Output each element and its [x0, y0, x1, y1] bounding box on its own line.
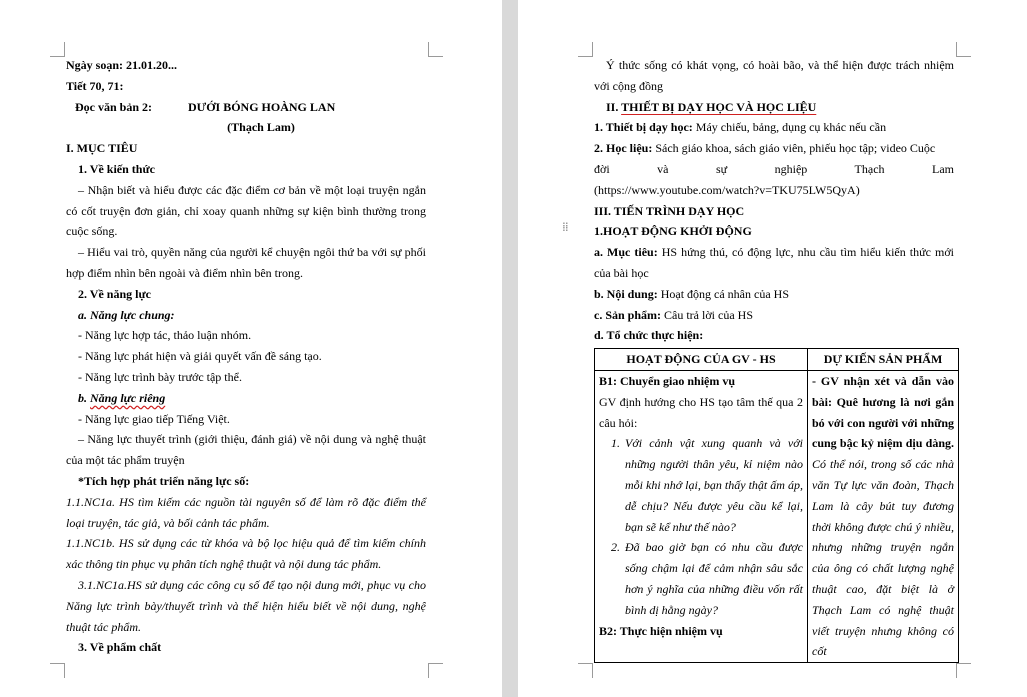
author: (Thạch Lam): [227, 120, 295, 135]
product-text: Câu trả lời của HS: [661, 307, 754, 322]
table-header-activity: HOẠT ĐỘNG CỦA GV - HS: [595, 349, 808, 371]
materials-text: Sách giáo khoa, sách giáo viên, phiếu học tập; video Cuộc: [652, 141, 936, 156]
crop-mark-top-right: [956, 42, 971, 57]
crop-mark-top-left: [50, 42, 65, 57]
specific-prefix: b.: [78, 390, 90, 405]
product-label: c. Sản phẩm:: [594, 307, 662, 322]
crop-mark-bottom-right: [956, 663, 971, 678]
question-item: 1. Với cảnh vật xung quanh và với những người thân yêu, kỉ niệm nào mỗi khi nhớ lại, bạn thấy thật ấm áp, dễ chịu? Nếu được yêu cầu kể lại, bạn sẽ kể như thế nào?: [623, 433, 803, 537]
page-left: [0, 0, 502, 697]
quality-heading: 3. Về phẩm chất: [78, 640, 162, 655]
knowledge-item: – Hiểu vai trò, quyền năng của người kể chuyện ngôi thứ ba với sự phối hợp điểm nhìn bên ngoài và điểm nhìn bên trong.: [66, 245, 426, 280]
knowledge-item: – Nhận biết và hiểu được các đặc điểm cơ bản về một loại truyện ngắn có cốt truyện đơn giản, chỉ xoay quanh những sự kiện bình thường trong cuộc sống.: [66, 182, 426, 239]
general-competence-item: - Năng lực trình bày trước tập thể.: [78, 369, 242, 384]
step-b1-label: B1: Chuyển giao nhiệm vụ: [599, 373, 736, 388]
period-line: Tiết 70, 71:: [66, 78, 124, 93]
question-item: 2. Đã bao giờ bạn có nhu cầu được sống chậm lại để cảm nhận sâu sắc hơn ý nghĩa của những điều vốn rất bình dị hằng ngày?: [623, 537, 803, 620]
crop-mark-top-right: [428, 42, 443, 57]
digital-competence-item: 1.1.NC1a. HS tìm kiếm các nguồn tài nguyên số để làm rõ đặc điểm thể loại truyện, tác giả, và bối cảnh tác phẩm.: [66, 494, 426, 530]
knowledge-heading: 1. Về kiến thức: [78, 161, 155, 176]
crop-mark-bottom-right: [428, 663, 443, 678]
specific-competence-heading: [66, 388, 426, 409]
table-header-row: [595, 349, 959, 371]
materials-word: và: [657, 161, 669, 176]
step-b1-text: GV định hướng cho HS tạo tâm thế qua 2 câu hỏi:: [599, 394, 803, 430]
general-competence-item: - Năng lực hợp tác, thảo luận nhóm.: [78, 328, 252, 343]
content-text: Hoạt động cá nhân của HS: [657, 286, 789, 301]
digital-competence-item: 1.1.NC1b. HS sử dụng các từ khóa và bộ lọc hiệu quả để tìm kiếm chính xác thông tin phục vụ phân tích nghệ thuật và nội dung tác phẩm.: [66, 536, 426, 572]
activity-heading: 1.HOẠT ĐỘNG KHỞI ĐỘNG: [594, 224, 752, 239]
equipment-label: 1. Thiết bị dạy học:: [594, 120, 693, 135]
goal-line: [594, 242, 954, 284]
goal-text: HS hứng thú, có động lực, nhu cầu tìm hiểu kiến thức mới của bài học: [594, 245, 955, 280]
content-line: [594, 284, 954, 305]
table-cell-product: [808, 370, 959, 662]
section-2-title: THIẾT BỊ DẠY HỌC VÀ HỌC LIỆU: [621, 99, 817, 114]
step-b2-label: B2: Thực hiện nhiệm vụ: [599, 623, 723, 638]
materials-word: nghiệp: [774, 161, 808, 176]
crop-mark-bottom-left: [50, 663, 65, 678]
materials-word: đời: [594, 161, 610, 176]
left-page-body[interactable]: [66, 55, 426, 658]
crop-mark-top-left: [578, 42, 593, 57]
specific-heading-text: Năng lực riêng: [90, 390, 166, 405]
title-line: [66, 97, 426, 118]
digital-competence-heading: *Tích hợp phát triển năng lực số:: [78, 473, 250, 488]
organize-heading: d. Tổ chức thực hiện:: [594, 328, 704, 343]
competence-heading: 2. Về năng lực: [78, 286, 151, 301]
table-cell-activity: [595, 370, 808, 662]
product-line: [594, 305, 954, 326]
materials-word: Lam: [932, 161, 954, 176]
section-2-prefix: II.: [606, 99, 622, 114]
equipment-text: Máy chiếu, bảng, dụng cụ khác nếu cần: [692, 120, 887, 135]
materials-word: Thạch: [854, 161, 885, 176]
materials-label: 2. Học liệu:: [594, 141, 653, 156]
activity-table[interactable]: [594, 348, 959, 663]
section-process: III. TIẾN TRÌNH DẠY HỌC: [594, 203, 745, 218]
digital-competence-item: 3.1.NC1a.HS sử dụng các công cụ số để tạo nội dung mới, phục vụ cho Năng lực trình bày/thuyết trình và thể hiện hiểu biết về nội dung, nghệ thuật tác phẩm.: [66, 577, 426, 634]
general-competence-heading: a. Năng lực chung:: [78, 307, 175, 322]
section-objectives: I. MỤC TIÊU: [66, 141, 138, 156]
materials-line-2: [594, 159, 954, 180]
table-row: [595, 370, 959, 662]
section-equipment: [594, 97, 954, 118]
date-line: Ngày soạn: 21.01.20...: [66, 58, 178, 72]
video-link[interactable]: (https://www.youtube.com/watch?v=TKU75LW5QyA): [594, 182, 860, 197]
question-list: [599, 433, 803, 620]
materials-word: sự: [715, 161, 728, 176]
reading-label: Đọc văn bản 2:: [75, 99, 153, 114]
specific-competence-item: - Năng lực giao tiếp Tiếng Việt.: [78, 411, 230, 426]
materials-line: [594, 138, 954, 159]
lesson-title: DƯỚI BÓNG HOÀNG LAN: [188, 99, 336, 114]
equipment-line: [594, 117, 954, 138]
right-page-body[interactable]: [594, 55, 957, 663]
content-label: b. Nội dung:: [594, 286, 658, 301]
table-header-product: DỰ KIẾN SẢN PHẨM: [808, 349, 959, 371]
page-right: [518, 0, 1027, 697]
product-expected-italic: Có thể nói, trong số các nhà văn Tự lực văn đoàn, Thạch Lam là cây bút tuy đương thời không được chú ý nhiều, nhưng những truyện ngắn của ông có chất lượng nghệ thuật cao, đặt biệt là ở Thạch Lam có nghệ thuật viết truyện nhưng không có cốt: [812, 457, 954, 659]
paragraph-move-handle-icon[interactable]: ⁞⁞: [562, 220, 568, 234]
crop-mark-bottom-left: [578, 663, 593, 678]
specific-competence-item: – Năng lực thuyết trình (giới thiệu, đánh giá) về nội dung và nghệ thuật của một tác phẩm truyện: [66, 432, 426, 468]
page-gutter: [502, 0, 518, 697]
goal-label: a. Mục tiêu:: [594, 245, 658, 260]
quality-text: Ý thức sống có khát vọng, có hoài bão, và thể hiện được trách nhiệm với cộng đồng: [594, 58, 954, 93]
general-competence-item: - Năng lực phát hiện và giải quyết vấn đề sáng tạo.: [78, 349, 322, 364]
product-expected-text: - GV nhận xét và dẫn vào bài: Quê hương là nơi gắn bó với con người với những cung bậc kỷ niệm dịu dàng.: [812, 373, 957, 451]
